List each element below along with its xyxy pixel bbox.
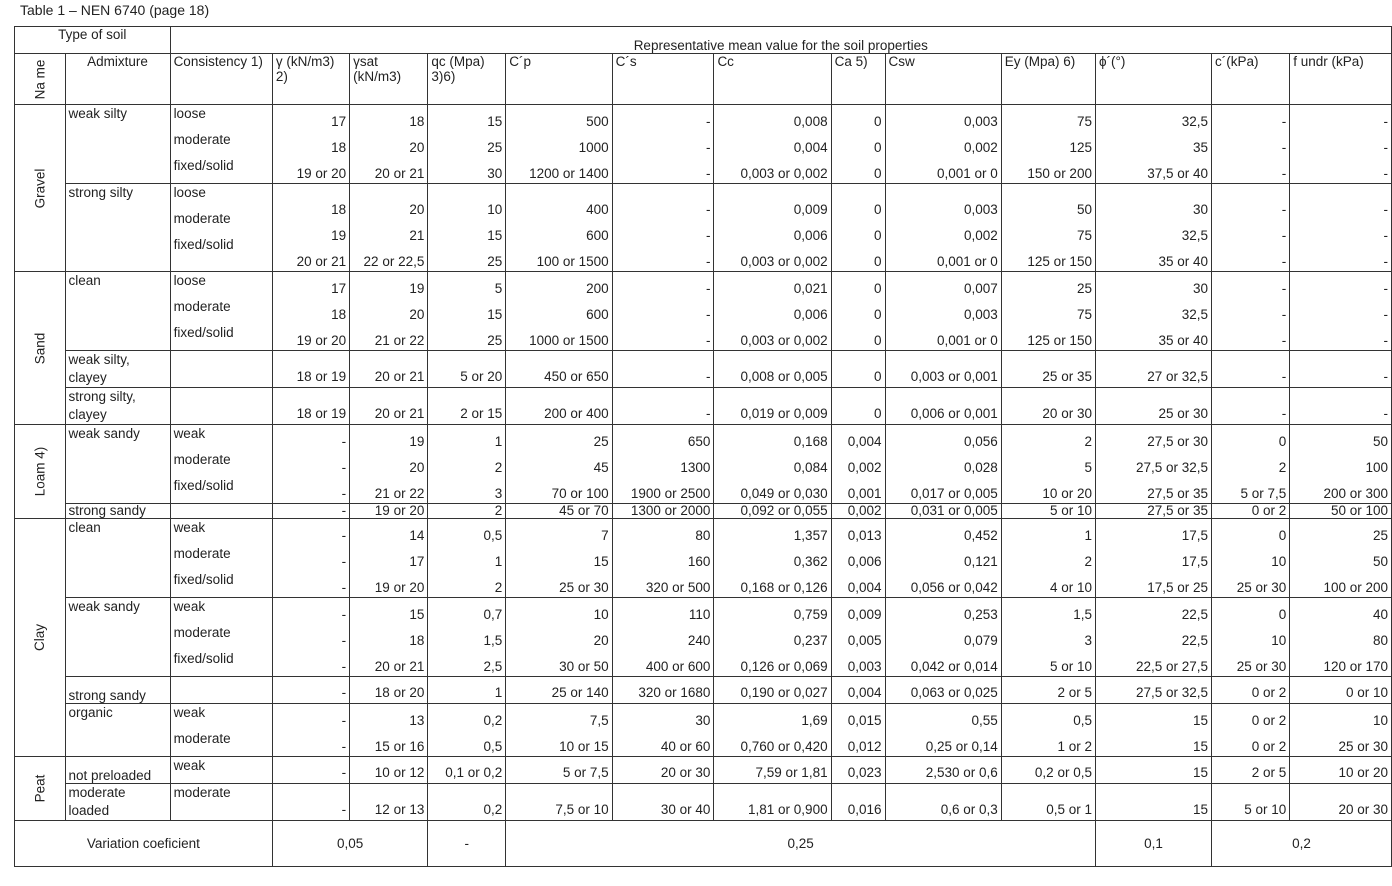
- value-cell-gamma: 17 18 19 or 20: [272, 272, 349, 351]
- value-cell-qc: 1 2 3: [428, 425, 506, 504]
- value-cell-cc: 0,008 or 0,005: [714, 351, 831, 388]
- value-cell-ca: 0,013 0,006 0,004: [831, 519, 885, 598]
- value-cell-ey: 50 75 125 or 150: [1001, 184, 1095, 272]
- value-cell-csw: 0,007 0,003 0,001 or 0: [885, 272, 1001, 351]
- value-cell-c-kpa: -: [1212, 351, 1290, 388]
- value-cell-ca: 0,023: [831, 757, 885, 784]
- value-cell-phi: 27 or 32,5: [1095, 351, 1211, 388]
- value-cell-ca: 0 0 0: [831, 105, 885, 184]
- value-cell-ey: 1 2 4 or 10: [1001, 519, 1095, 598]
- consistency-cell: loose moderate fixed/solid: [170, 105, 272, 184]
- variation-coefficient-label: Variation coeficient: [15, 821, 273, 867]
- col-header-cs: C´s: [612, 54, 714, 105]
- value-cell-ca: 0 0 0: [831, 184, 885, 272]
- table-row: [15, 105, 1392, 184]
- value-cell-phi: 30 32,5 35 or 40: [1095, 272, 1211, 351]
- value-cell-c-kpa: 5 or 10: [1212, 784, 1290, 821]
- value-cell-csw: 0,031 or 0,005: [885, 504, 1001, 519]
- table-row: [15, 677, 1392, 704]
- col-header-cc: Cc: [714, 54, 831, 105]
- value-cell-cs: 30 40 or 60: [612, 704, 714, 757]
- col-header-gamma: γ (kN/m3) 2): [272, 54, 349, 105]
- value-cell-csw: 2,530 or 0,6: [885, 757, 1001, 784]
- value-cell-c-kpa: -: [1212, 388, 1290, 425]
- value-cell-c-kpa: 0 or 2 0 or 2: [1212, 704, 1290, 757]
- footer-row: [15, 821, 1392, 867]
- value-cell-ca: 0,015 0,012: [831, 704, 885, 757]
- value-cell-f-undr: - - -: [1290, 272, 1392, 351]
- value-cell-gamma-sat: 19 20 21 or 22: [350, 425, 428, 504]
- value-cell-gamma-sat: 20 21 22 or 22,5: [350, 184, 428, 272]
- value-cell-c-kpa: - - -: [1212, 105, 1290, 184]
- consistency-cell: [170, 504, 272, 519]
- value-cell-gamma: 18 or 19: [272, 351, 349, 388]
- value-cell-cs: 20 or 30: [612, 757, 714, 784]
- value-cell-cc: 1,357 0,362 0,168 or 0,126: [714, 519, 831, 598]
- col-header-ca: Ca 5): [831, 54, 885, 105]
- consistency-cell: weak moderate: [170, 704, 272, 757]
- value-cell-qc: 5 15 25: [428, 272, 506, 351]
- admixture-cell: moderate loaded: [65, 784, 170, 821]
- admixture-cell: weak silty, clayey: [65, 351, 170, 388]
- col-header-csw: Csw: [885, 54, 1001, 105]
- value-cell-gamma-sat: 18 20 20 or 21: [350, 105, 428, 184]
- value-cell-f-undr: 0 or 10: [1290, 677, 1392, 704]
- value-cell-cc: 0,021 0,006 0,003 or 0,002: [714, 272, 831, 351]
- value-cell-c-kpa: 0 10 25 or 30: [1212, 519, 1290, 598]
- value-cell-gamma: 18 or 19: [272, 388, 349, 425]
- variation-gamma: 0,05: [272, 821, 428, 867]
- value-cell-f-undr: 50 100 200 or 300: [1290, 425, 1392, 504]
- consistency-cell: weak moderate fixed/solid: [170, 598, 272, 677]
- value-cell-qc: 10 15 25: [428, 184, 506, 272]
- col-header-admixture: Admixture: [65, 54, 170, 105]
- value-cell-ey: 75 125 150 or 200: [1001, 105, 1095, 184]
- variation-c: 0,2: [1212, 821, 1392, 867]
- value-cell-cp: 500 1000 1200 or 1400: [506, 105, 612, 184]
- table-row: [15, 388, 1392, 425]
- value-cell-gamma: -: [272, 784, 349, 821]
- value-cell-cp: 10 20 30 or 50: [506, 598, 612, 677]
- column-header-row: [15, 54, 1392, 105]
- soil-name-gravel: Gravel: [15, 105, 66, 272]
- soil-name-peat: Peat: [15, 757, 66, 821]
- admixture-cell: not preloaded: [65, 757, 170, 784]
- table-row: [15, 184, 1392, 272]
- table-caption: Table 1 – NEN 6740 (page 18): [20, 2, 210, 18]
- value-cell-gamma: -: [272, 757, 349, 784]
- value-cell-qc: 2 or 15: [428, 388, 506, 425]
- value-cell-ey: 25 or 35: [1001, 351, 1095, 388]
- table-row: [15, 425, 1392, 504]
- value-cell-gamma-sat: 14 17 19 or 20: [350, 519, 428, 598]
- value-cell-gamma-sat: 13 15 or 16: [350, 704, 428, 757]
- col-header-cp: C´p: [506, 54, 612, 105]
- value-cell-csw: 0,003 0,002 0,001 or 0: [885, 184, 1001, 272]
- name-header: Na me: [15, 54, 66, 105]
- soil-name-loam: Loam 4): [15, 425, 66, 519]
- value-cell-cs: 30 or 40: [612, 784, 714, 821]
- value-cell-f-undr: - - -: [1290, 184, 1392, 272]
- value-cell-gamma: 18 19 20 or 21: [272, 184, 349, 272]
- value-cell-f-undr: -: [1290, 388, 1392, 425]
- admixture-cell: organic: [65, 704, 170, 757]
- value-cell-csw: 0,55 0,25 or 0,14: [885, 704, 1001, 757]
- value-cell-ca: 0,004: [831, 677, 885, 704]
- value-cell-qc: 15 25 30: [428, 105, 506, 184]
- value-cell-phi: 27,5 or 30 27,5 or 32,5 27,5 or 35: [1095, 425, 1211, 504]
- value-cell-cp: 25 45 70 or 100: [506, 425, 612, 504]
- soil-name-sand: Sand: [15, 272, 66, 425]
- col-header-consistency: Consistency 1): [170, 54, 272, 105]
- value-cell-phi: 25 or 30: [1095, 388, 1211, 425]
- value-cell-gamma-sat: 10 or 12: [350, 757, 428, 784]
- value-cell-phi: 17,5 17,5 17,5 or 25: [1095, 519, 1211, 598]
- value-cell-ca: 0: [831, 351, 885, 388]
- admixture-cell: strong silty, clayey: [65, 388, 170, 425]
- admixture-cell: strong silty: [65, 184, 170, 272]
- consistency-cell: weak: [170, 757, 272, 784]
- value-cell-gamma: - - -: [272, 519, 349, 598]
- value-cell-phi: 15 15: [1095, 704, 1211, 757]
- value-cell-phi: 22,5 22,5 22,5 or 27,5: [1095, 598, 1211, 677]
- value-cell-cp: 450 or 650: [506, 351, 612, 388]
- value-cell-cp: 7,5 or 10: [506, 784, 612, 821]
- value-cell-qc: 0,2 0,5: [428, 704, 506, 757]
- admixture-cell: strong sandy: [65, 504, 170, 519]
- value-cell-ey: 2 5 10 or 20: [1001, 425, 1095, 504]
- value-cell-f-undr: 10 25 or 30: [1290, 704, 1392, 757]
- value-cell-cs: - - -: [612, 184, 714, 272]
- value-cell-cc: 0,168 0,084 0,049 or 0,030: [714, 425, 831, 504]
- value-cell-cp: 200 600 1000 or 1500: [506, 272, 612, 351]
- type-of-soil-header: Type of soil: [15, 27, 171, 54]
- value-cell-c-kpa: - - -: [1212, 272, 1290, 351]
- value-cell-csw: 0,063 or 0,025: [885, 677, 1001, 704]
- value-cell-cs: 80 160 320 or 500: [612, 519, 714, 598]
- value-cell-f-undr: - - -: [1290, 105, 1392, 184]
- soil-name-clay: Clay: [15, 519, 66, 757]
- table-row: [15, 704, 1392, 757]
- value-cell-gamma-sat: 18 or 20: [350, 677, 428, 704]
- col-header-c-kpa: c´(kPa): [1212, 54, 1290, 105]
- value-cell-cc: 1,81 or 0,900: [714, 784, 831, 821]
- value-cell-ca: 0,009 0,005 0,003: [831, 598, 885, 677]
- col-header-qc: qc (Mpa) 3)6): [428, 54, 506, 105]
- consistency-cell: [170, 351, 272, 388]
- value-cell-ey: 0,5 1 or 2: [1001, 704, 1095, 757]
- value-cell-ey: 0,2 or 0,5: [1001, 757, 1095, 784]
- value-cell-ca: 0,004 0,002 0,001: [831, 425, 885, 504]
- value-cell-cs: 110 240 400 or 600: [612, 598, 714, 677]
- value-cell-ey: 1,5 3 5 or 10: [1001, 598, 1095, 677]
- value-cell-cp: 7 15 25 or 30: [506, 519, 612, 598]
- admixture-cell: strong sandy: [65, 677, 170, 704]
- value-cell-gamma: -: [272, 504, 349, 519]
- value-cell-qc: 0,1 or 0,2: [428, 757, 506, 784]
- value-cell-gamma-sat: 12 or 13: [350, 784, 428, 821]
- value-cell-gamma: -: [272, 677, 349, 704]
- col-header-gamma-sat: γsat (kN/m3): [350, 54, 428, 105]
- value-cell-cc: 7,59 or 1,81: [714, 757, 831, 784]
- value-cell-csw: 0,056 0,028 0,017 or 0,005: [885, 425, 1001, 504]
- value-cell-f-undr: -: [1290, 351, 1392, 388]
- value-cell-cp: 400 600 100 or 1500: [506, 184, 612, 272]
- variation-qc: -: [428, 821, 506, 867]
- value-cell-gamma-sat: 20 or 21: [350, 388, 428, 425]
- consistency-cell: [170, 677, 272, 704]
- value-cell-f-undr: 50 or 100: [1290, 504, 1392, 519]
- value-cell-qc: 0,7 1,5 2,5: [428, 598, 506, 677]
- value-cell-qc: 5 or 20: [428, 351, 506, 388]
- value-cell-cc: 0,190 or 0,027: [714, 677, 831, 704]
- admixture-cell: weak sandy: [65, 425, 170, 504]
- value-cell-cc: 0,092 or 0,055: [714, 504, 831, 519]
- value-cell-gamma: - -: [272, 704, 349, 757]
- value-cell-cc: 0,009 0,006 0,003 or 0,002: [714, 184, 831, 272]
- table-row: [15, 784, 1392, 821]
- value-cell-f-undr: 10 or 20: [1290, 757, 1392, 784]
- col-header-phi: ϕ´(°): [1095, 54, 1211, 105]
- soil-properties-table: [14, 26, 1392, 867]
- value-cell-ca: 0 0 0: [831, 272, 885, 351]
- value-cell-cs: 650 1300 1900 or 2500: [612, 425, 714, 504]
- value-cell-csw: 0,253 0,079 0,042 or 0,014: [885, 598, 1001, 677]
- value-cell-cc: 0,019 or 0,009: [714, 388, 831, 425]
- consistency-cell: loose moderate fixed/solid: [170, 184, 272, 272]
- value-cell-cp: 7,5 10 or 15: [506, 704, 612, 757]
- admixture-cell: weak silty: [65, 105, 170, 184]
- variation-phi: 0,1: [1095, 821, 1211, 867]
- consistency-cell: weak moderate fixed/solid: [170, 519, 272, 598]
- value-cell-qc: 0,2: [428, 784, 506, 821]
- table-row: [15, 504, 1392, 519]
- representative-header: Representative mean value for the soil properties: [170, 27, 1391, 54]
- value-cell-ca: 0,016: [831, 784, 885, 821]
- table-row: [15, 272, 1392, 351]
- value-cell-cc: 0,759 0,237 0,126 or 0,069: [714, 598, 831, 677]
- value-cell-cc: 1,69 0,760 or 0,420: [714, 704, 831, 757]
- value-cell-ey: 25 75 125 or 150: [1001, 272, 1095, 351]
- value-cell-c-kpa: - - -: [1212, 184, 1290, 272]
- value-cell-c-kpa: 0 2 5 or 7,5: [1212, 425, 1290, 504]
- consistency-cell: loose moderate fixed/solid: [170, 272, 272, 351]
- consistency-cell: moderate: [170, 784, 272, 821]
- value-cell-phi: 15: [1095, 757, 1211, 784]
- value-cell-ca: 0,002: [831, 504, 885, 519]
- value-cell-csw: 0,003 or 0,001: [885, 351, 1001, 388]
- value-cell-c-kpa: 0 10 25 or 30: [1212, 598, 1290, 677]
- table-row: [15, 351, 1392, 388]
- admixture-cell: clean: [65, 272, 170, 351]
- value-cell-gamma: - - -: [272, 598, 349, 677]
- value-cell-phi: 27,5 or 32,5: [1095, 677, 1211, 704]
- value-cell-c-kpa: 2 or 5: [1212, 757, 1290, 784]
- col-header-f-undr: f undr (kPa): [1290, 54, 1392, 105]
- value-cell-cp: 45 or 70: [506, 504, 612, 519]
- value-cell-gamma: 17 18 19 or 20: [272, 105, 349, 184]
- value-cell-ey: 0,5 or 1: [1001, 784, 1095, 821]
- value-cell-phi: 27,5 or 35: [1095, 504, 1211, 519]
- value-cell-qc: 0,5 1 2: [428, 519, 506, 598]
- value-cell-cs: 320 or 1680: [612, 677, 714, 704]
- value-cell-csw: 0,006 or 0,001: [885, 388, 1001, 425]
- value-cell-cc: 0,008 0,004 0,003 or 0,002: [714, 105, 831, 184]
- col-header-ey: Ey (Mpa) 6): [1001, 54, 1095, 105]
- value-cell-ca: 0: [831, 388, 885, 425]
- admixture-cell: clean: [65, 519, 170, 598]
- value-cell-cs: -: [612, 351, 714, 388]
- value-cell-cs: 1300 or 2000: [612, 504, 714, 519]
- table-row: [15, 519, 1392, 598]
- consistency-cell: [170, 388, 272, 425]
- value-cell-f-undr: 25 50 100 or 200: [1290, 519, 1392, 598]
- value-cell-csw: 0,003 0,002 0,001 or 0: [885, 105, 1001, 184]
- value-cell-f-undr: 40 80 120 or 170: [1290, 598, 1392, 677]
- value-cell-csw: 0,452 0,121 0,056 or 0,042: [885, 519, 1001, 598]
- value-cell-phi: 15: [1095, 784, 1211, 821]
- value-cell-ey: 20 or 30: [1001, 388, 1095, 425]
- table-row: [15, 757, 1392, 784]
- value-cell-gamma: - - -: [272, 425, 349, 504]
- value-cell-phi: 32,5 35 37,5 or 40: [1095, 105, 1211, 184]
- value-cell-csw: 0,6 or 0,3: [885, 784, 1001, 821]
- value-cell-gamma-sat: 20 or 21: [350, 351, 428, 388]
- consistency-cell: weak moderate fixed/solid: [170, 425, 272, 504]
- admixture-cell: weak sandy: [65, 598, 170, 677]
- value-cell-c-kpa: 0 or 2: [1212, 504, 1290, 519]
- value-cell-c-kpa: 0 or 2: [1212, 677, 1290, 704]
- value-cell-qc: 2: [428, 504, 506, 519]
- value-cell-cs: - - -: [612, 105, 714, 184]
- table-row: [15, 598, 1392, 677]
- value-cell-cp: 200 or 400: [506, 388, 612, 425]
- value-cell-cs: -: [612, 388, 714, 425]
- value-cell-gamma-sat: 15 18 20 or 21: [350, 598, 428, 677]
- value-cell-ey: 5 or 10: [1001, 504, 1095, 519]
- value-cell-ey: 2 or 5: [1001, 677, 1095, 704]
- value-cell-qc: 1: [428, 677, 506, 704]
- header-row-top: [15, 27, 1392, 54]
- table-body: [15, 27, 1392, 867]
- value-cell-phi: 30 32,5 35 or 40: [1095, 184, 1211, 272]
- variation-compression: 0,25: [506, 821, 1096, 867]
- value-cell-cs: - - -: [612, 272, 714, 351]
- value-cell-f-undr: 20 or 30: [1290, 784, 1392, 821]
- value-cell-cp: 25 or 140: [506, 677, 612, 704]
- value-cell-cp: 5 or 7,5: [506, 757, 612, 784]
- value-cell-gamma-sat: 19 or 20: [350, 504, 428, 519]
- value-cell-gamma-sat: 19 20 21 or 22: [350, 272, 428, 351]
